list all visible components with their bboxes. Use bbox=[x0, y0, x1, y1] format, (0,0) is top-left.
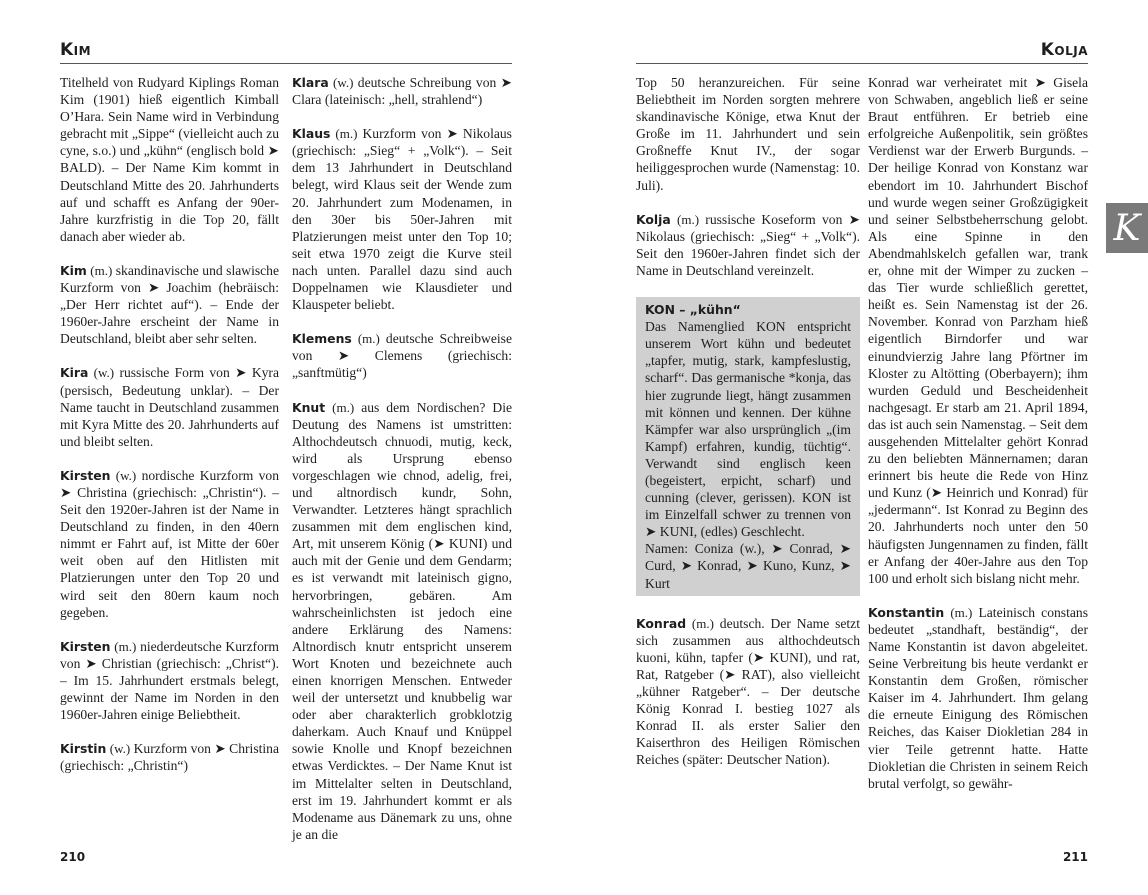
column-4 bbox=[868, 74, 1088, 809]
entry-gender-tag: (m.) bbox=[114, 638, 137, 654]
page-number-right: 211 bbox=[1062, 850, 1088, 864]
entry-headword: Kirsten bbox=[60, 467, 111, 483]
dictionary-entry bbox=[60, 638, 279, 723]
entry-body: russische Koseform von ➤ Nikolaus (griechisch: „Sieg“ + „Volk“). Seit den 1960er-Jahren findet sich der Name in Deutschland vereinzelt. bbox=[636, 211, 860, 278]
entry-headword: Kim bbox=[60, 262, 87, 278]
dictionary-entry bbox=[636, 211, 860, 279]
entry-body: niederdeutsche Kurzform von ➤ Christian (griechisch: „Christ“). – Im 15. Jahrhundert erstmals belegt, gewinnt der Name im Norden in den 1960er-Jahren einige Beliebtheit. bbox=[60, 638, 279, 723]
column-2 bbox=[292, 74, 512, 860]
entry-body: aus dem Nordischen? Die Deutung des Namens ist umstritten: Althochdeutsch chnuodi, mutig, keck, wird als Ursprung ebenso vorgeschlagen wie chnod, adelig, frei, und altnordisch kundr, Sohn, Verwandter. Letzteres hängt sprachlich zusammen mit dem englischen kind, Art, mit unserem König (➤ KUNI) und auch mit der Genie und dem Gendarm; es ist verwandt mit lateinisch gigno, hervorbringen, gebären. Am wahrscheinlichsten ist jedoch eine andere Erklärung des Namens: Altnordisch knutr entspricht unserem Wort Knoten und bezeichnete auch einen knorrigen Menschen. Entweder weil der untersetzt und knubbelig war oder aber charakterlich grobklotzig daherkam. Auch Knauf und Knüppel sowie Knolle und Knopf bezeichnen etwas Verdicktes. – Der Name Knut ist im Mittelalter selten in Deutschland, erst im 19. Jahrhundert kommt er als Modename aus Dänemark zu uns, ohne je an die bbox=[292, 399, 513, 842]
entry-body: Titelheld von Rudyard Kiplings Roman Kim (1901) hieß eigentlich Kimball O’Hara. Sein Name wird in Verbindung gebracht mit „Sippe“ (vielleicht auch zu cyne, s.o.) und „kühn“ (englisch bold ➤ BALD). – Der Name Kim kommt in Deutschland Mitte des 20. Jahrhunderts auf und schafft es Anfang der 90er-Jahre kurzfristig in die Top 20, fällt danach aber wieder ab. bbox=[60, 75, 279, 244]
entry-body: Lateinisch constans bedeutet „standhaft, beständig“, der Name Konstantin ist davon abgeleitet. Seine Verbreitung bis heute verdankt er Konstantin dem Großen, römischer Kaiser im 4. Jahrhundert. Ihm gelang die erneute Einigung des Römischen Reiches, das Kaiser Diokletian 284 in vier Teile getrennt hatte. Hatte Diokletian die Christen in seinem Reich brutal verfolgt, so gewähr- bbox=[868, 604, 1088, 791]
entry-headword: Kirsten bbox=[60, 638, 111, 654]
dictionary-entry bbox=[868, 604, 1088, 792]
head-rule-left bbox=[60, 63, 512, 64]
dictionary-entry bbox=[60, 740, 279, 774]
dictionary-entry bbox=[292, 125, 512, 313]
entry-gender-tag: (m.) bbox=[335, 126, 358, 142]
continued-text: Konrad war verheiratet mit ➤ Gisela von Schwaben, angeblich ließ er seine Braut entführen. Er betrieb eine erfolgreiche Außenpolitik, sein größtes Verdienst war der Erwerb Burgunds. – Der heilige Konrad von Konstanz war ebendort im 10. Jahrhundert Bischof und wurde wegen seiner Großzügigkeit und seiner Selbstbeherrschung gelobt. Als eine Spinne in den Abendmahlskelch gefallen war, trank er, ohne mit der Wimper zu zucken – das Tier wurde schließlich gerettet, heißt es. Sein Namenstag ist der 26. November. Konrad von Parzham hieß eigentlich Birndorfer und war einundvierzig Jahre lang Pförtner im Kloster zu Altötting (Oberbayern); ihm wurden Geduld und Bescheidenheit nachgesagt. Er starb am 21. April 1894, das ist auch sein Namenstag. – Seit dem ausgehenden Mittelalter gehört Konrad zu den beliebten Männernamen; daran erinnert bis heute die Rede von Hinz und Kunz (➤ Heinrich und Konrad) für „jedermann“. Ist Konrad zu Beginn des 20. Jahrhunderts noch unter den 50 häufigsten Jungennamen zu finden, fällt er Anfang der 40er-Jahre aus den Top 100 und erholt sich bislang nicht mehr. bbox=[868, 75, 1088, 586]
column-1 bbox=[60, 74, 279, 791]
entry-headword: Klaus bbox=[292, 126, 331, 142]
entry-gender-tag: (w.) bbox=[115, 467, 137, 483]
dictionary-entry bbox=[636, 615, 860, 769]
dictionary-entry bbox=[292, 74, 512, 108]
kon-box-names: Namen: Coniza (w.), ➤ Conrad, ➤ Curd, ➤ Konrad, ➤ Kuno, Kunz, ➤ Kurt bbox=[645, 541, 851, 591]
entry-gender-tag: (m.) bbox=[332, 399, 355, 415]
dictionary-entry bbox=[60, 74, 279, 245]
kon-box-title: KON – „kühn“ bbox=[645, 302, 741, 318]
running-head-left: Kim bbox=[60, 40, 92, 60]
dictionary-entry bbox=[292, 399, 512, 843]
entry-body: Kurzform von ➤ Nikolaus (griechisch: „Sieg“ + „Volk“). – Seit dem 13 Jahrhundert in Deutschland belegt, wird Klaus seit der Wende zum 20. Jahrhundert zum Modenamen, in den 30er bis 50er-Jahren mit Platzierungen meist unter den Top 10; seit etwa 1970 zeigt die Kurve steil nach unten. Parallel dazu sind auch Doppelnamen wie Klausdieter und Klauspeter beliebt. bbox=[292, 126, 512, 313]
entry-headword: Kira bbox=[60, 365, 89, 381]
entry-headword: Knut bbox=[292, 399, 326, 415]
entry-gender-tag: (w.) bbox=[93, 365, 115, 381]
entry-headword: Konstantin bbox=[868, 604, 945, 620]
dictionary-entry bbox=[60, 364, 279, 449]
entry-gender-tag: (m.) bbox=[677, 211, 700, 227]
entry-headword: Konrad bbox=[636, 615, 687, 631]
dictionary-entry bbox=[60, 262, 279, 347]
entry-gender-tag: (m.) bbox=[357, 331, 380, 347]
entry-body: deutsch. Der Name setzt sich zusammen aus althochdeutsch kuoni, kühn, tapfer (➤ KUNI), und rat, Rat, Ratgeber (➤ RAT), also vielleicht „kühner Ratgeber“. – Der deutsche König Konrad I. bestieg 1027 als Konrad II. als erster Salier den Kaiserthron des Heiligen Römischen Reiches (später: Deutscher Nation). bbox=[636, 615, 860, 768]
entry-body: deutsche Schreibung von ➤ Clara (lateinisch: „hell, strahlend“) bbox=[292, 75, 513, 108]
column-3 bbox=[636, 74, 860, 785]
entry-gender-tag: (m.) bbox=[950, 604, 973, 620]
kon-box-body: Das Namenglied KON entspricht unserem Wort kühn und bedeutet „tapfer, mutig, stark, kampfeslustig, scharf“. Das germanische *konja, das hier zugrunde liegt, hängt zusammen mit können und kennen. Der kühne Kämpfer war also ursprünglich „(im Kampf) erfahren, kundig, tüchtig“. Verwandt sind englisch keen (begeistert, erpicht, scharf) und cunning (clever, gerissen). KON ist im Einzelfall schwer zu trennen von ➤ KUNI, (edles) Geschlecht. bbox=[645, 319, 851, 540]
entry-body: deutsche Schreibweise von ➤ Clemens (griechisch: „sanftmütig“) bbox=[292, 331, 513, 381]
entry-headword: Klemens bbox=[292, 331, 352, 347]
entry-gender-tag: (m.) bbox=[90, 262, 113, 278]
head-rule-right bbox=[636, 63, 1088, 64]
entry-gender-tag: (m.) bbox=[691, 615, 714, 631]
entry-body: Kurzform von ➤ Christina (griechisch: „Christin“) bbox=[60, 741, 280, 774]
entry-gender-tag: (w.) bbox=[109, 741, 131, 757]
entry-gender-tag: (w.) bbox=[333, 75, 354, 90]
kon-info-box bbox=[636, 297, 860, 596]
page-number-left: 210 bbox=[60, 850, 86, 864]
dictionary-entry bbox=[292, 330, 512, 381]
entry-body: russische Form von ➤ Kyra (persisch, Bedeutung unklar). – Der Name taucht in Deutschland zusammen mit Kyra Mitte des 20. Jahrhunderts auf und bleibt selten. bbox=[60, 365, 279, 449]
continued-text: Top 50 heranzureichen. Für seine Beliebtheit im Norden sorgten mehrere skandinavische Könige, etwa Knut der Große im 11. Jahrhundert und sein Großneffe Knut IV., der sogar heiliggesprochen wurde (Namenstag: 10. Juli). bbox=[636, 75, 860, 193]
dictionary-entry bbox=[60, 467, 279, 621]
thumb-index-tab: K bbox=[1106, 203, 1148, 253]
entry-headword: Kolja bbox=[636, 211, 671, 227]
entry-headword: Klara bbox=[292, 75, 329, 90]
running-head-right: Kolja bbox=[1040, 40, 1088, 60]
entry-body: skandinavische und slawische Kurzform von ➤ Joachim (hebräisch: „Der Herr richtet auf“). – Ende der 1960er-Jahre erscheint der Name in Deutschland, bleibt aber sehr selten. bbox=[60, 262, 279, 347]
entry-headword: Kirstin bbox=[60, 741, 107, 757]
entry-body: nordische Kurzform von ➤ Christina (griechisch: „Christin“). – Seit den 1920er-Jahren ist der Name in Deutschland zu finden, in den 40ern nimmt er Fahrt auf, ist Mitte der 60er weit oben auf den Hitlisten mit Platzierungen unter den Top 20 und wird seit den 80ern kaum noch gegeben. bbox=[60, 467, 280, 620]
